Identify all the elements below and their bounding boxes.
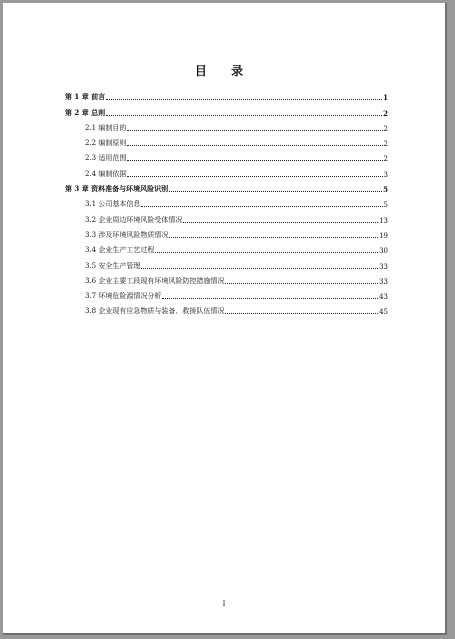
toc-entry-page: 2 xyxy=(383,108,388,118)
toc-entry-page: 19 xyxy=(379,231,388,240)
toc-entry[interactable] xyxy=(65,179,388,194)
toc-entry-label: 第 1 章 前言 xyxy=(65,92,106,102)
toc-entry-page: 1 xyxy=(383,93,388,103)
toc-entry-label: 3.6 企业主要工段现有环境风险防控措施情况 xyxy=(85,276,225,285)
toc-entry[interactable] xyxy=(65,163,388,178)
toc-entry[interactable] xyxy=(65,286,388,301)
toc-entry-label: 2.1 编制目的 xyxy=(85,123,127,132)
dot-leader xyxy=(169,237,378,238)
dot-leader xyxy=(141,268,378,269)
toc-entry[interactable] xyxy=(65,118,388,133)
toc-entry[interactable] xyxy=(65,209,388,224)
toc-title: 目 录 xyxy=(194,64,254,78)
toc-entry-page: 45 xyxy=(379,308,388,317)
dot-leader xyxy=(127,176,382,177)
toc-entry-page: 2 xyxy=(383,140,388,149)
toc-entry-page: 30 xyxy=(379,247,388,256)
toc-entry[interactable] xyxy=(65,225,388,240)
dot-leader xyxy=(127,130,382,131)
toc-entry-label: 3.5 安全生产管理 xyxy=(85,261,141,270)
dot-leader xyxy=(225,283,378,284)
toc-entry[interactable] xyxy=(65,240,388,255)
toc-entry-page: 5 xyxy=(383,185,388,195)
toc-entry-page: 43 xyxy=(379,293,388,302)
toc-entry[interactable] xyxy=(65,148,388,163)
toc-entry[interactable] xyxy=(65,102,388,117)
toc-entry-label: 3.4 企业生产工艺过程 xyxy=(85,246,155,255)
toc-entry[interactable] xyxy=(65,133,388,148)
toc-entry[interactable] xyxy=(65,255,388,270)
toc-entry-page: 33 xyxy=(379,262,388,271)
dot-leader xyxy=(106,115,382,116)
dot-leader xyxy=(127,160,382,161)
dot-leader xyxy=(169,191,382,192)
toc-entry[interactable] xyxy=(65,271,388,286)
toc-entry-page: 33 xyxy=(379,277,388,286)
toc-entry-label: 3.3 涉及环境风险物质情况 xyxy=(85,230,169,239)
toc-entry-label: 第 2 章 总则 xyxy=(65,107,106,117)
dot-leader xyxy=(127,145,382,146)
toc-entry-page: 2 xyxy=(383,124,388,133)
toc-entry[interactable] xyxy=(65,301,388,316)
dot-leader xyxy=(106,99,382,100)
toc-entry-label: 3.7 环境危险源情况分析 xyxy=(85,292,162,301)
toc-entry-page: 5 xyxy=(383,201,388,210)
toc-entry-label: 3.1 公司基本信息 xyxy=(85,200,141,209)
dot-leader xyxy=(183,222,378,223)
toc-entry-page: 2 xyxy=(383,155,388,164)
toc-entry[interactable] xyxy=(65,194,388,209)
table-of-contents xyxy=(65,87,388,316)
toc-entry-label: 第 3 章 资料准备与环境风险识别 xyxy=(65,184,169,194)
dot-leader xyxy=(155,252,378,253)
toc-entry-page: 13 xyxy=(379,216,388,225)
document-page xyxy=(3,3,447,635)
toc-entry-label: 2.3 适用范围 xyxy=(85,154,127,163)
toc-entry-label: 3.8 企业现有应急物质与装备、救援队伍情况 xyxy=(85,307,225,316)
dot-leader xyxy=(162,298,378,299)
toc-entry-label: 2.4 编制依据 xyxy=(85,169,127,178)
toc-entry-page: 3 xyxy=(383,170,388,179)
toc-entry-label: 2.2 编制原则 xyxy=(85,139,127,148)
page-number: I xyxy=(222,600,226,608)
toc-entry[interactable] xyxy=(65,87,388,102)
toc-entry-label: 3.2 企业周边环境风险受体情况 xyxy=(85,215,183,224)
dot-leader xyxy=(225,313,378,314)
dot-leader xyxy=(141,206,382,207)
